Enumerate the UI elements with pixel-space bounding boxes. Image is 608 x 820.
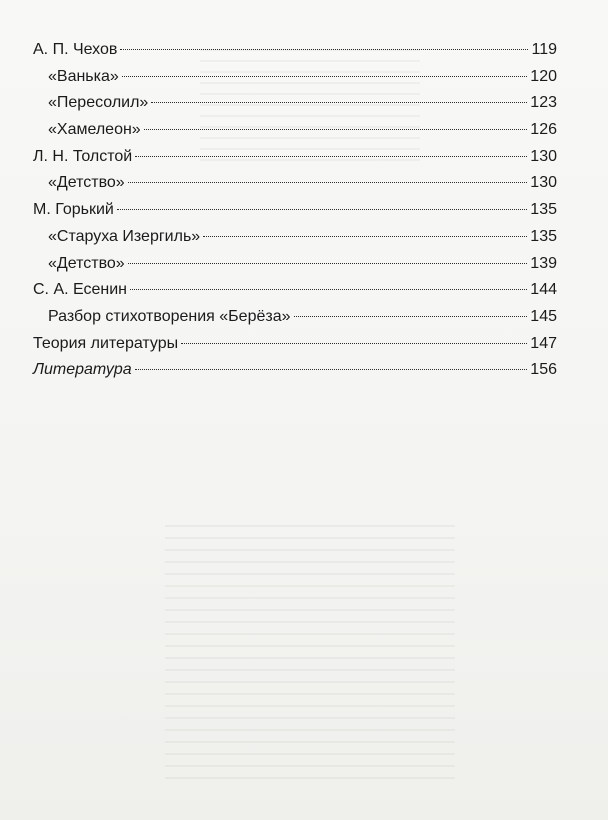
toc-entry (33, 120, 557, 147)
toc-entry-page: 144 (530, 281, 557, 299)
toc-entry-title: Литература (33, 361, 132, 379)
toc-entry (33, 307, 557, 334)
toc-leader-dots (294, 316, 528, 317)
toc-entry-page: 130 (530, 147, 557, 165)
toc-entry-page: 120 (530, 67, 557, 85)
toc-leader-dots (117, 209, 527, 210)
toc-entry-page: 126 (530, 121, 557, 139)
toc-entry-title: А. П. Чехов (33, 41, 118, 58)
toc-entry-page: 139 (530, 254, 557, 272)
table-of-contents (33, 40, 557, 387)
toc-entry-page: 145 (530, 307, 557, 325)
toc-leader-dots (181, 343, 527, 344)
toc-entry (33, 280, 557, 307)
show-through-lower (165, 515, 455, 780)
toc-entry-page: 119 (531, 41, 557, 58)
toc-entry-title: «Пересолил» (48, 94, 149, 112)
toc-entry-title: Л. Н. Толстой (33, 147, 133, 165)
toc-entry-page: 135 (530, 201, 557, 219)
toc-entry-title: Теория литературы (33, 334, 179, 352)
toc-leader-dots (203, 236, 527, 237)
toc-leader-dots (151, 102, 527, 103)
toc-entry (33, 360, 557, 387)
toc-entry-title: «Детство» (48, 174, 125, 192)
toc-entry-page: 147 (530, 334, 557, 352)
toc-leader-dots (144, 129, 528, 130)
toc-entry-page: 156 (530, 361, 557, 379)
toc-leader-dots (128, 182, 528, 183)
toc-entry (33, 173, 557, 200)
toc-entry-page: 135 (530, 227, 557, 245)
toc-entry (33, 67, 557, 94)
toc-leader-dots (128, 263, 528, 264)
toc-entry-page: 123 (530, 94, 557, 112)
toc-entry (33, 200, 557, 227)
toc-entry (33, 40, 557, 67)
toc-entry-title: Разбор стихотворения «Берёза» (48, 307, 291, 325)
toc-entry-title: «Детство» (48, 254, 125, 272)
toc-leader-dots (135, 369, 528, 370)
toc-entry (33, 254, 557, 281)
toc-leader-dots (122, 76, 528, 77)
toc-entry-title: С. А. Есенин (33, 281, 128, 299)
toc-entry-title: М. Горький (33, 201, 114, 219)
toc-entry-title: «Ванька» (48, 67, 119, 85)
toc-entry-title: «Старуха Изергиль» (48, 227, 201, 245)
toc-leader-dots (120, 49, 528, 50)
toc-entry (33, 93, 557, 120)
toc-leader-dots (135, 156, 527, 157)
toc-entry (33, 147, 557, 174)
toc-entry (33, 334, 557, 361)
toc-entry (33, 227, 557, 254)
toc-leader-dots (130, 289, 527, 290)
toc-entry-page: 130 (530, 174, 557, 192)
toc-entry-title: «Хамелеон» (48, 121, 141, 139)
